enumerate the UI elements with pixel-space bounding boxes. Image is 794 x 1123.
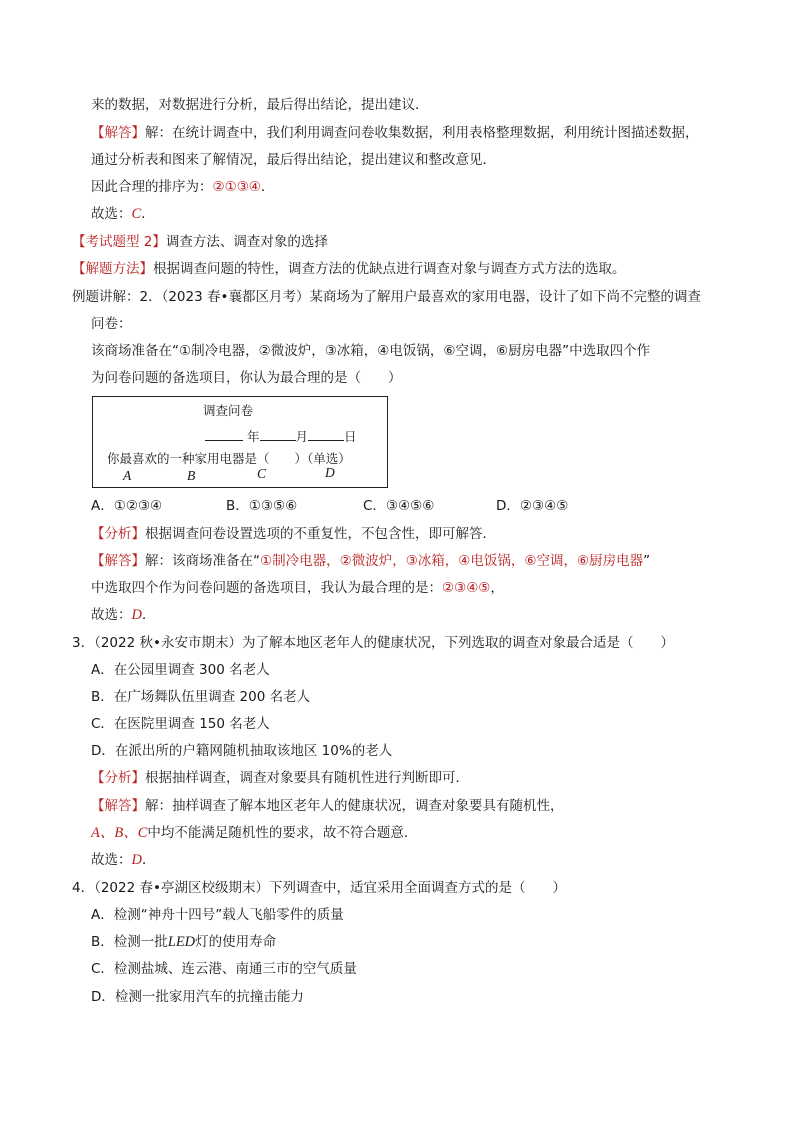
prev-answer-solution: 【解答】解：在统计调查中，我们利用调查问卷收集数据，利用表格整理数据，利用统计图描述数据， — [91, 125, 699, 141]
led-term: LED — [167, 934, 196, 950]
q3-option-c: C．在医院里调查 150 名老人 — [91, 716, 270, 732]
survey-option-a: A — [123, 468, 132, 483]
year-blank — [205, 428, 243, 441]
q4-option-d: D．检测一批家用汽车的抗撞击能力 — [91, 989, 304, 1005]
prev-answer-line-2: 通过分析表和图来了解情况，最后得出结论，提出建议和整改意见． — [91, 152, 496, 168]
q3-analysis-tag: 【分析】 — [91, 770, 145, 786]
option-c: C．③④⑤⑥ — [363, 498, 435, 514]
analysis-tag: 【分析】 — [91, 526, 145, 542]
q3-option-d: D．在派出所的户籍网随机抽取该地区 10%的老人 — [91, 743, 393, 759]
q4-option-c: C．检测盐城、连云港、南通三市的空气质量 — [91, 961, 357, 977]
solution-items: ①制冷电器，②微波炉，③冰箱，④电饭锅，⑥空调，⑥厨房电器 — [260, 553, 644, 569]
solution-tag: 【解答】 — [91, 553, 145, 569]
survey-date: 年 月 日 — [205, 427, 357, 445]
prev-answer-line: 来的数据，对数据进行分析，最后得出结论，提出建议． — [91, 97, 429, 113]
q4-stem: 4．（2022 春•亭湖区校级期末）下列调查中，适宜采用全面调查方式的是（ ） — [72, 880, 566, 896]
example-stem-2: 问卷： — [91, 316, 132, 332]
survey-question: 你最喜欢的一种家用电器是（ ）（单选） — [107, 451, 351, 466]
option-d: D．②③④⑤ — [496, 498, 569, 514]
survey-option-b: B — [187, 468, 196, 483]
example-stem: 例题讲解：2．（2023 春•襄都区月考）某商场为了解用户最喜欢的家用电器，设计了如下尚不完整的调查 — [72, 289, 701, 305]
q3-solution-tag: 【解答】 — [91, 798, 145, 814]
survey-form-figure — [92, 396, 388, 488]
example-solution-2: 中选取四个作为问卷问题的备选项目，我认为最合理的是：②③④⑤， — [91, 580, 504, 596]
survey-option-c: C — [257, 466, 267, 481]
survey-option-d: D — [325, 465, 335, 480]
day-blank — [308, 428, 344, 441]
exam-type-heading: 【考试题型 2】调查方法、调查对象的选择 — [72, 234, 328, 250]
survey-title: 调查问卷 — [203, 403, 254, 418]
option-a: A．①②③④ — [91, 498, 163, 514]
choose-letter: C — [131, 206, 142, 222]
exam-type-tag: 【考试题型 2】 — [72, 234, 166, 250]
solution-answer: ②③④⑤ — [442, 580, 491, 596]
prev-choose-line: 故选：C． — [91, 206, 155, 222]
prev-order-line: 因此合理的排序为：②①③④． — [91, 179, 275, 195]
example-stem-4: 为问卷问题的备选项目，你认为最合理的是（ ） — [91, 370, 402, 386]
q3-choose: 故选：D． — [91, 852, 156, 868]
q3-solution: 【解答】解：抽样调查了解本地区老年人的健康状况，调查对象要具有随机性， — [91, 798, 564, 814]
month-blank — [260, 428, 296, 441]
q3-stem: 3．（2022 秋•永安市期末）为了解本地区老年人的健康状况，下列选取的调查对象最合适是（ ） — [72, 635, 674, 651]
example-choose-letter: D — [131, 607, 142, 623]
example-choose: 故选：D． — [91, 607, 156, 623]
q4-option-b: B．检测一批LED灯的使用寿命 — [91, 934, 277, 950]
method-line: 【解题方法】根据调查问题的特性，调查方法的优缺点进行调查对象与调查方式方法的选取。 — [72, 261, 626, 277]
q3-choose-letter: D — [131, 852, 142, 868]
q4-option-a: A．检测“神舟十四号”载人飞船零件的质量 — [91, 907, 344, 923]
q3-analysis: 【分析】根据抽样调查，调查对象要具有随机性进行判断即可． — [91, 770, 469, 786]
q3-option-a: A．在公园里调查 300 名老人 — [91, 662, 270, 678]
order-answer: ②①③④ — [212, 179, 261, 195]
method-tag: 【解题方法】 — [72, 261, 153, 277]
q3-solution-2: A、B、C中均不能满足随机性的要求，故不符合题意． — [91, 825, 418, 841]
answer-tag: 【解答】 — [91, 125, 145, 141]
example-stem-3: 该商场准备在“①制冷电器，②微波炉，③冰箱，④电饭锅，⑥空调，⑥厨房电器”中选取四个作 — [91, 343, 651, 359]
option-b: B．①③⑤⑥ — [226, 498, 298, 514]
example-analysis: 【分析】根据调查问卷设置选项的不重复性，不包含性，即可解答． — [91, 526, 496, 542]
q3-solution-letters: A、B、C — [91, 825, 148, 841]
example-solution: 【解答】解：该商场准备在“①制冷电器，②微波炉，③冰箱，④电饭锅，⑥空调，⑥厨房电器” — [91, 553, 651, 569]
q3-option-b: B．在广场舞队伍里调查 200 名老人 — [91, 689, 311, 705]
